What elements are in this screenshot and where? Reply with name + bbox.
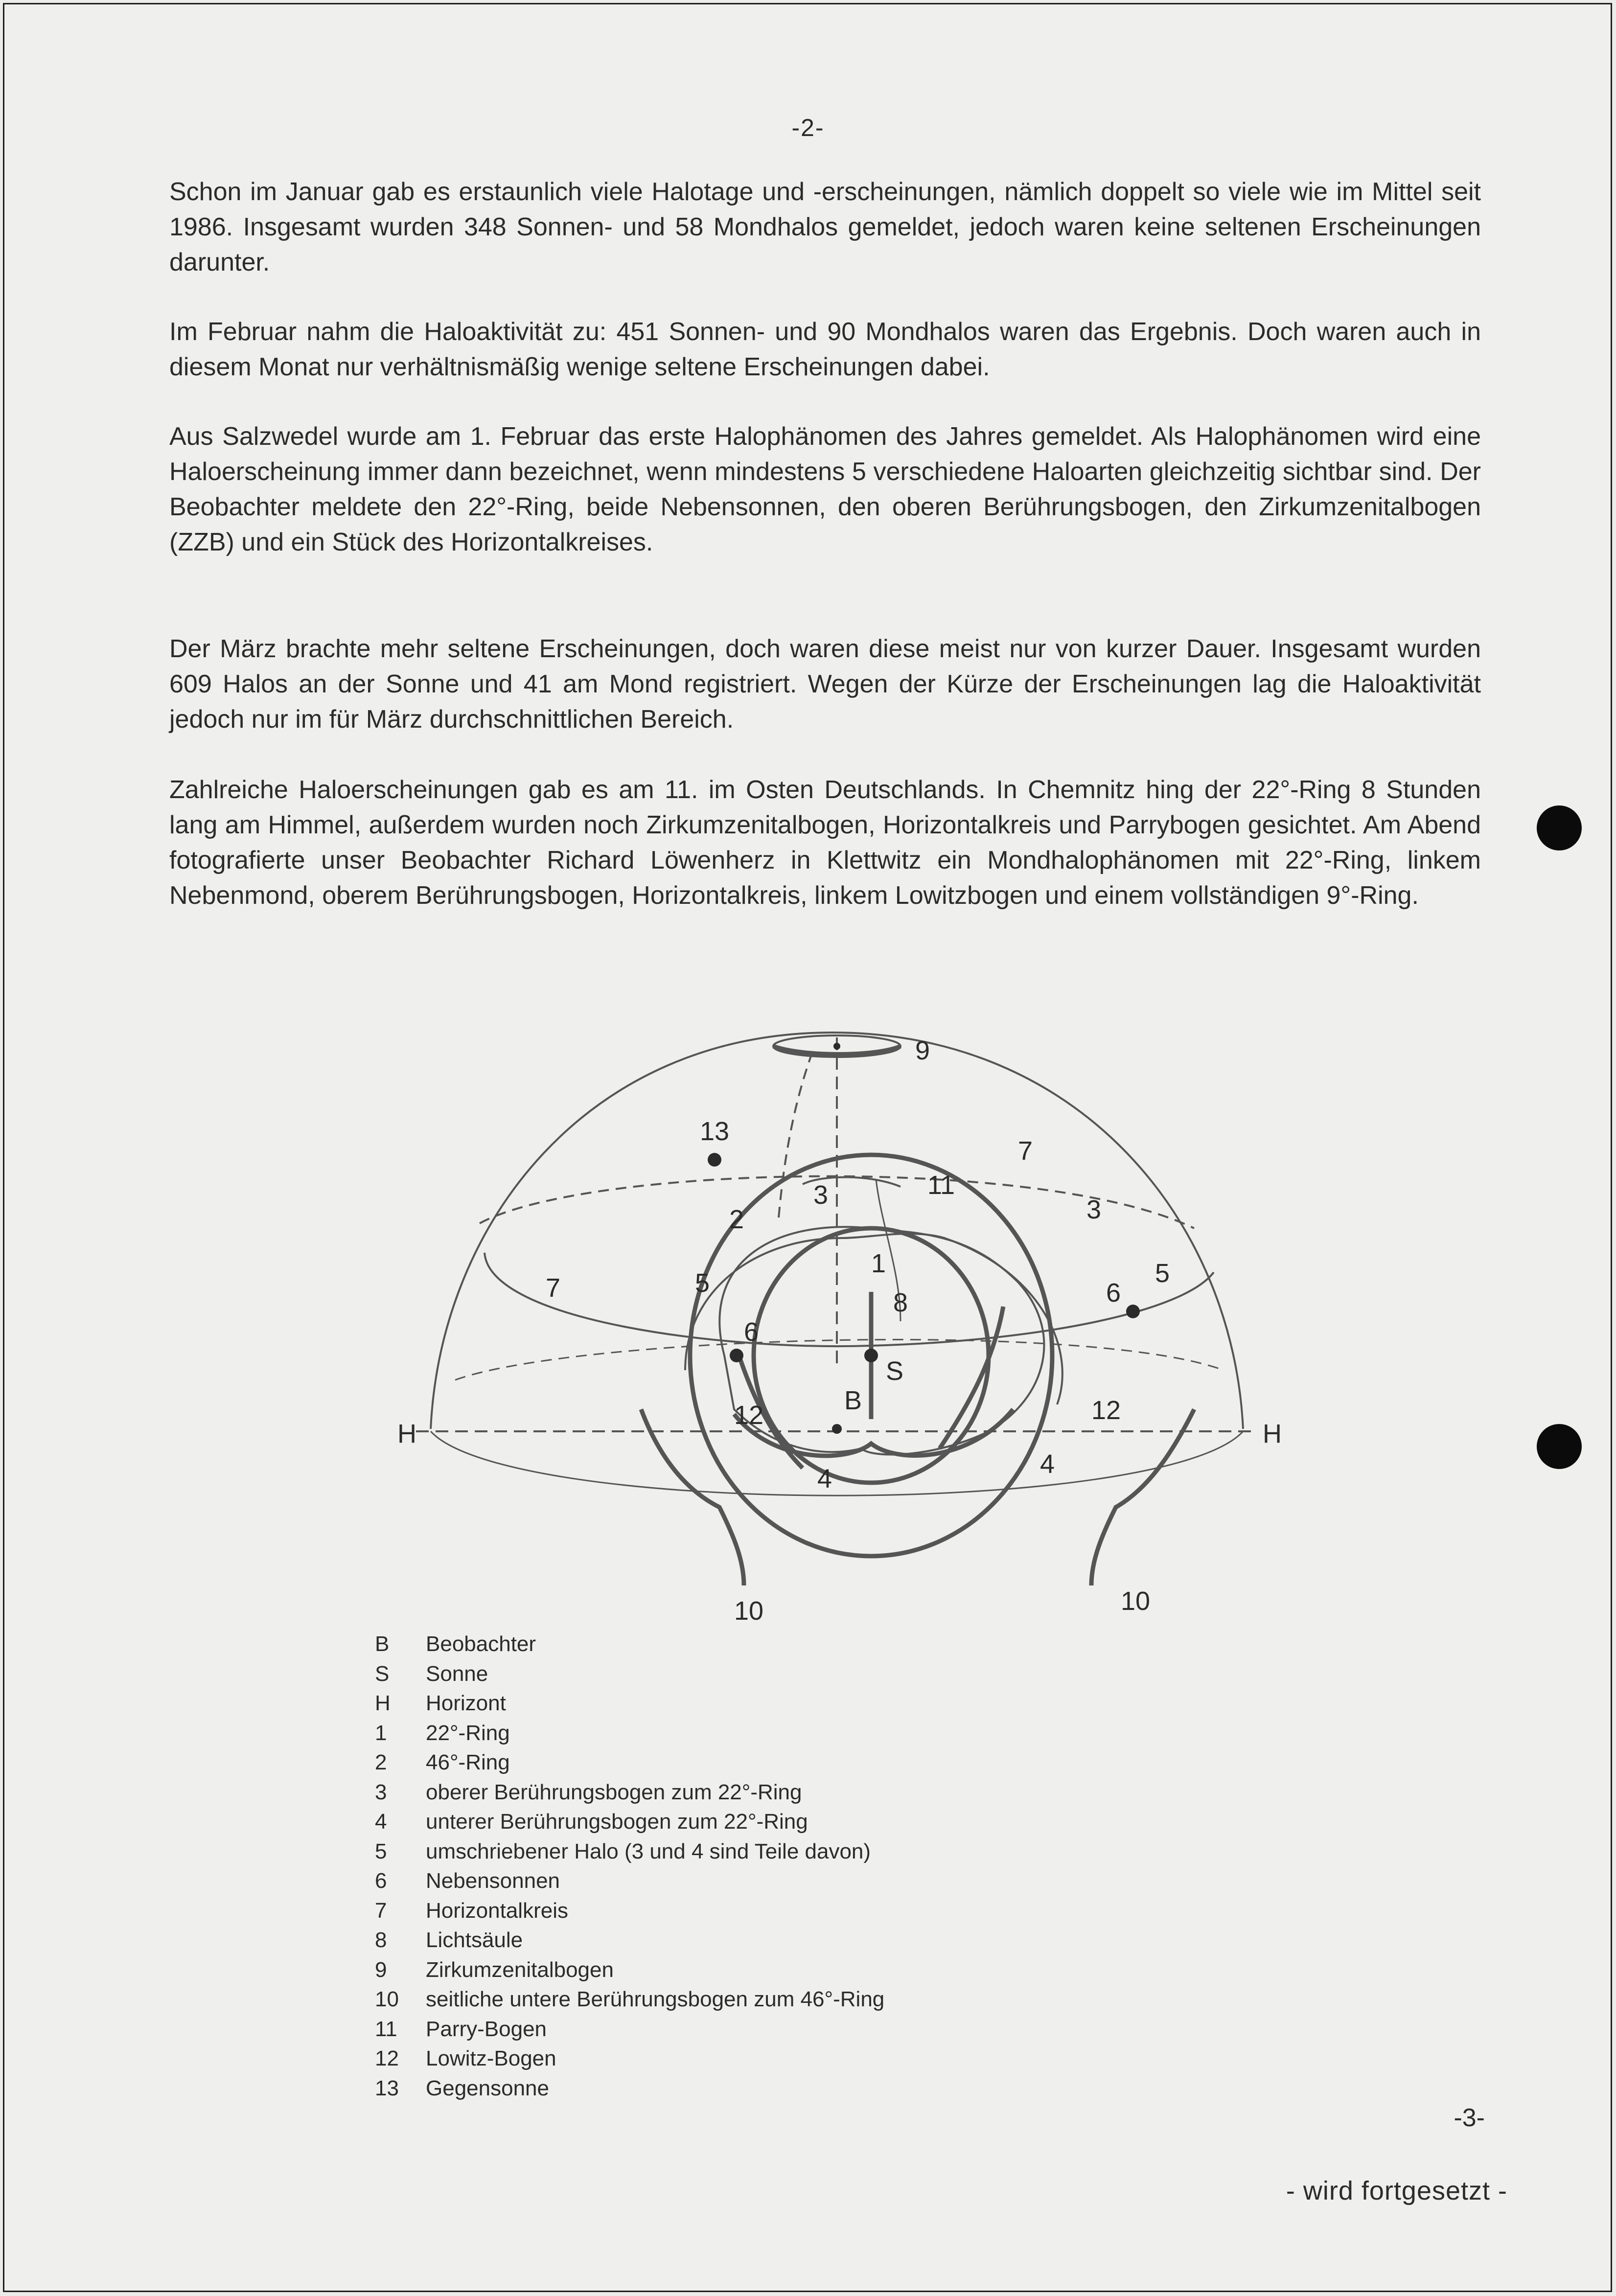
legend-row <box>375 1955 1158 1985</box>
label-9: 9 <box>915 1036 930 1065</box>
legend-key: 9 <box>375 1957 387 1982</box>
legend-text: Zirkumzenitalbogen <box>426 1957 614 1982</box>
sky-dome <box>431 1033 1243 1429</box>
observer-dot <box>832 1424 842 1434</box>
legend-text: Lowitz-Bogen <box>426 2046 556 2070</box>
halo-diagram <box>382 1018 1292 1634</box>
legend-row <box>375 1896 1158 1926</box>
legend-key: 6 <box>375 1869 387 1893</box>
legend-text: Horizontalkreis <box>426 1898 568 1923</box>
punch-hole-bottom <box>1537 1424 1582 1469</box>
zenith-dot <box>833 1043 840 1050</box>
legend-key: H <box>375 1691 391 1715</box>
label-5-left: 5 <box>695 1268 710 1298</box>
legend-text: umschriebener Halo (3 und 4 sind Teile davon) <box>426 1839 871 1863</box>
lateral-tangent-arc-right <box>1091 1409 1194 1585</box>
horizon-front-arc <box>431 1431 1243 1495</box>
legend-text: seitliche untere Berührungsbogen zum 46°-Ring <box>426 1987 885 2011</box>
legend-key: 12 <box>375 2046 399 2070</box>
legend-key: 2 <box>375 1750 387 1774</box>
label-6-right: 6 <box>1106 1278 1121 1308</box>
legend-row <box>375 1659 1158 1689</box>
label-4-left: 4 <box>817 1464 832 1493</box>
label-8: 8 <box>893 1288 908 1317</box>
label-6-left: 6 <box>744 1317 759 1347</box>
legend-text: Horizont <box>426 1691 506 1715</box>
legend-key: 3 <box>375 1780 387 1804</box>
label-7-left: 7 <box>546 1273 561 1303</box>
parhelion-right-dot <box>1126 1305 1140 1318</box>
label-2: 2 <box>729 1205 744 1234</box>
legend-text: 46°-Ring <box>426 1750 510 1774</box>
legend-row <box>375 1837 1158 1867</box>
label-3-right: 3 <box>1086 1195 1102 1224</box>
meridian-left-dashed <box>778 1052 812 1223</box>
legend-key: 1 <box>375 1721 387 1745</box>
label-5-right: 5 <box>1155 1259 1170 1288</box>
legend-key: 8 <box>375 1928 387 1952</box>
legend-row <box>375 1719 1158 1748</box>
paragraph-maerz: Der März brachte mehr seltene Erscheinungen, doch waren diese meist nur von kurzer Dauer. Insgesamt wurden 609 Halos an der Sonne und 41 am Mond registriert. Wegen der Kürze der Erscheinungen lag die Haloaktivität jedoch nur im für März durchschnittlichen Bereich. <box>169 635 1481 734</box>
legend-text: 22°-Ring <box>426 1721 510 1745</box>
legend-key: 7 <box>375 1898 387 1923</box>
paragraph-januar: Schon im Januar gab es erstaunlich viele Halotage und -erscheinungen, nämlich doppelt so viele wie im Mittel seit 1986. Insgesamt wurden 348 Sonnen- und 58 Mondhalos gemeldet, jedoch waren keine seltenen Erscheinungen darunter. <box>169 178 1481 276</box>
next-page-number: -3- <box>1454 2104 1485 2132</box>
page-number: -2- <box>791 114 825 141</box>
label-12-right: 12 <box>1091 1396 1121 1425</box>
legend-row <box>375 1866 1158 1896</box>
diagram-legend <box>375 1630 1158 2103</box>
label-12-left: 12 <box>734 1401 764 1430</box>
legend-row <box>375 2015 1158 2044</box>
label-13: 13 <box>700 1117 730 1146</box>
legend-row <box>375 1630 1158 1659</box>
legend-key: 4 <box>375 1810 387 1834</box>
label-3-left: 3 <box>813 1180 829 1210</box>
punch-hole-top <box>1537 805 1582 850</box>
legend-text: Gegensonne <box>426 2076 549 2100</box>
legend-row <box>375 2044 1158 2074</box>
label-1: 1 <box>871 1249 886 1278</box>
legend-text: unterer Berührungsbogen zum 22°-Ring <box>426 1810 808 1834</box>
legend-text: Beobachter <box>426 1632 536 1656</box>
sun-dot <box>864 1349 878 1362</box>
legend-row <box>375 1985 1158 2015</box>
label-11: 11 <box>927 1171 955 1200</box>
legend-text: Parry-Bogen <box>426 2017 547 2041</box>
legend-row <box>375 1748 1158 1778</box>
anthelion-dot <box>708 1153 721 1167</box>
legend-key: 13 <box>375 2076 399 2100</box>
label-4-right: 4 <box>1040 1449 1055 1479</box>
horizontal-circle-front <box>485 1253 1214 1346</box>
label-10-left: 10 <box>734 1596 764 1626</box>
legend-key: S <box>375 1661 390 1686</box>
label-h-left: H <box>397 1419 416 1448</box>
legend-text: Lichtsäule <box>426 1928 523 1952</box>
label-h-right: H <box>1263 1419 1282 1448</box>
paragraph-salzwedel: Aus Salzwedel wurde am 1. Februar das erste Halophänomen des Jahres gemeldet. Als Halophänomen wird eine Haloerscheinung immer dann bezeichnet, wenn mindestens 5 verschiedene Haloarten gleichzeitig sichtbar sind. Der Beobachter meldete den 22°-Ring, beide Nebensonnen, den oberen Berührungsbogen, den Zirkumzenitalbogen (ZZB) und ein Stück des Horizontalkreises. <box>169 422 1481 556</box>
parhelion-left-dot <box>730 1349 743 1362</box>
label-7-right: 7 <box>1018 1136 1033 1166</box>
label-b: B <box>844 1386 862 1415</box>
legend-row <box>375 1778 1158 1808</box>
legend-text: Sonne <box>426 1661 488 1686</box>
legend-row <box>375 1807 1158 1837</box>
legend-row <box>375 2074 1158 2104</box>
continued-note: - wird fortgesetzt - <box>1286 2176 1507 2205</box>
halo-diagram-svg <box>382 1018 1292 1634</box>
legend-key: 10 <box>375 1987 399 2011</box>
legend-row <box>375 1689 1158 1719</box>
label-s: S <box>886 1356 904 1386</box>
legend-key: 11 <box>375 2017 397 2041</box>
paragraph-chemnitz: Zahlreiche Haloerscheinungen gab es am 11. im Osten Deutschlands. In Chemnitz hing der 22°-Ring 8 Stunden lang am Himmel, außerdem wurden noch Zirkumzenitalbogen, Horizontalkreis und Parrybogen gesichtet. Am Abend fotografierte unser Beobachter Richard Löwenherz in Klettwitz ein Mondhalophänomen mit 22°-Ring, linkem Nebenmond, oberem Berührungsbogen, Horizontalkreis, linkem Lowitzbogen und einem vollständigen 9°-Ring. <box>169 776 1481 910</box>
legend-key: B <box>375 1632 390 1656</box>
label-10-right: 10 <box>1121 1586 1151 1616</box>
legend-row <box>375 1926 1158 1955</box>
lateral-tangent-arc-left <box>641 1409 744 1585</box>
paragraph-februar: Im Februar nahm die Haloaktivität zu: 451 Sonnen- und 90 Mondhalos waren das Ergebnis. Doch waren auch in diesem Monat nur verhältnismäßig wenige seltene Erscheinungen dabei. <box>169 318 1481 381</box>
legend-text: Nebensonnen <box>426 1869 560 1893</box>
legend-text: oberer Berührungsbogen zum 22°-Ring <box>426 1780 802 1804</box>
legend-key: 5 <box>375 1839 387 1863</box>
